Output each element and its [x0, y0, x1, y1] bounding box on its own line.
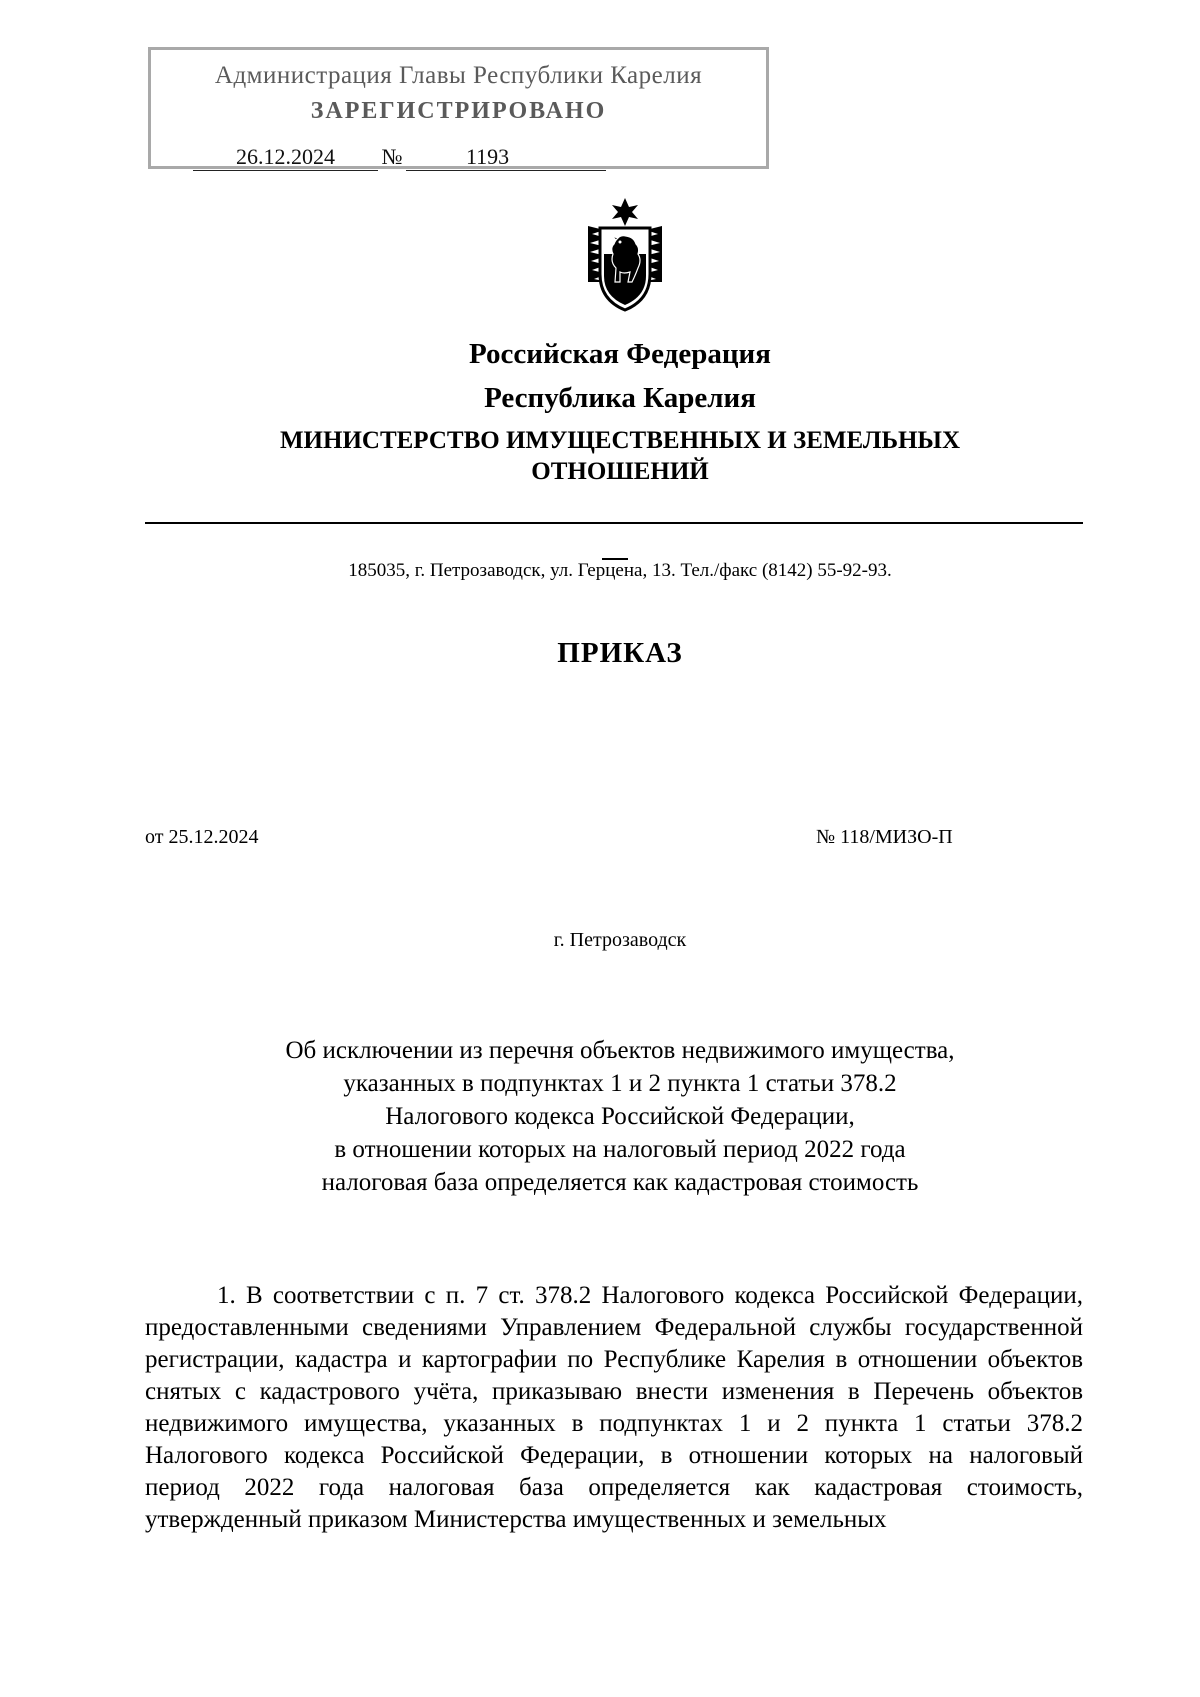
stamp-number-sign: № — [381, 144, 403, 169]
coat-of-arms-emblem — [580, 196, 670, 314]
document-type: ПРИКАЗ — [557, 637, 683, 669]
republic-heading: Республика Карелия — [484, 382, 756, 414]
country-heading: Российская Федерация — [469, 338, 771, 370]
subject-line: в отношении которых на налоговый период 2022 года — [334, 1136, 906, 1163]
ministry-name-line-2: ОТНОШЕНИЙ — [531, 458, 709, 485]
subject-line: указанных в подпунктах 1 и 2 пункта 1 статьи 378.2 — [343, 1070, 897, 1097]
order-date: от 25.12.2024 — [145, 826, 259, 848]
stamp-status: ЗАРЕГИСТРИРОВАНО — [310, 98, 607, 124]
ministry-address: 185035, г. Петрозаводск, ул. Герцена, 13. Тел./факс (8142) 55-92-93. — [348, 560, 892, 581]
emblem-star — [612, 198, 638, 226]
stamp-number: 1193 — [406, 144, 606, 171]
registration-stamp — [148, 47, 769, 169]
order-body — [145, 1280, 1083, 1536]
paragraph-1: 1. В соответствии с п. 7 ст. 378.2 Налогового кодекса Российской Федерации, предоставленными сведениями Управлением Федеральной службы государственной регистрации, кадастра и картографии по Республике Карелия в отношении объектов снятых с кадастрового учёта, приказываю внести изменения в Перечень объектов недвижимого имущества, указанных в подпунктах 1 и 2 пункта 1 статьи 378.2 Налогового кодекса Российской Федерации, в отношении которых на налоговый период 2022 года налоговая база определяется как кадастровая стоимость, утвержденный приказом Министерства имущественных и земельных — [145, 1282, 1083, 1533]
header-divider — [145, 522, 1083, 524]
order-city: г. Петрозаводск — [553, 929, 687, 951]
subject-line: налоговая база определяется как кадастровая стоимость — [321, 1169, 919, 1196]
subject-line: Об исключении из перечня объектов недвижимого имущества, — [285, 1037, 955, 1064]
stamp-registration-line — [193, 144, 553, 170]
order-number: № 118/МИЗО-П — [816, 826, 953, 848]
ministry-heading — [0, 425, 1200, 487]
ministry-name-line-1: МИНИСТЕРСТВО ИМУЩЕСТВЕННЫХ И ЗЕМЕЛЬНЫХ — [279, 427, 961, 454]
stamp-date: 26.12.2024 — [193, 144, 378, 171]
subject-line: Налогового кодекса Российской Федерации, — [385, 1103, 855, 1130]
order-subject — [200, 1034, 1040, 1199]
stamp-organization: Администрация Главы Республики Карелия — [214, 62, 703, 89]
